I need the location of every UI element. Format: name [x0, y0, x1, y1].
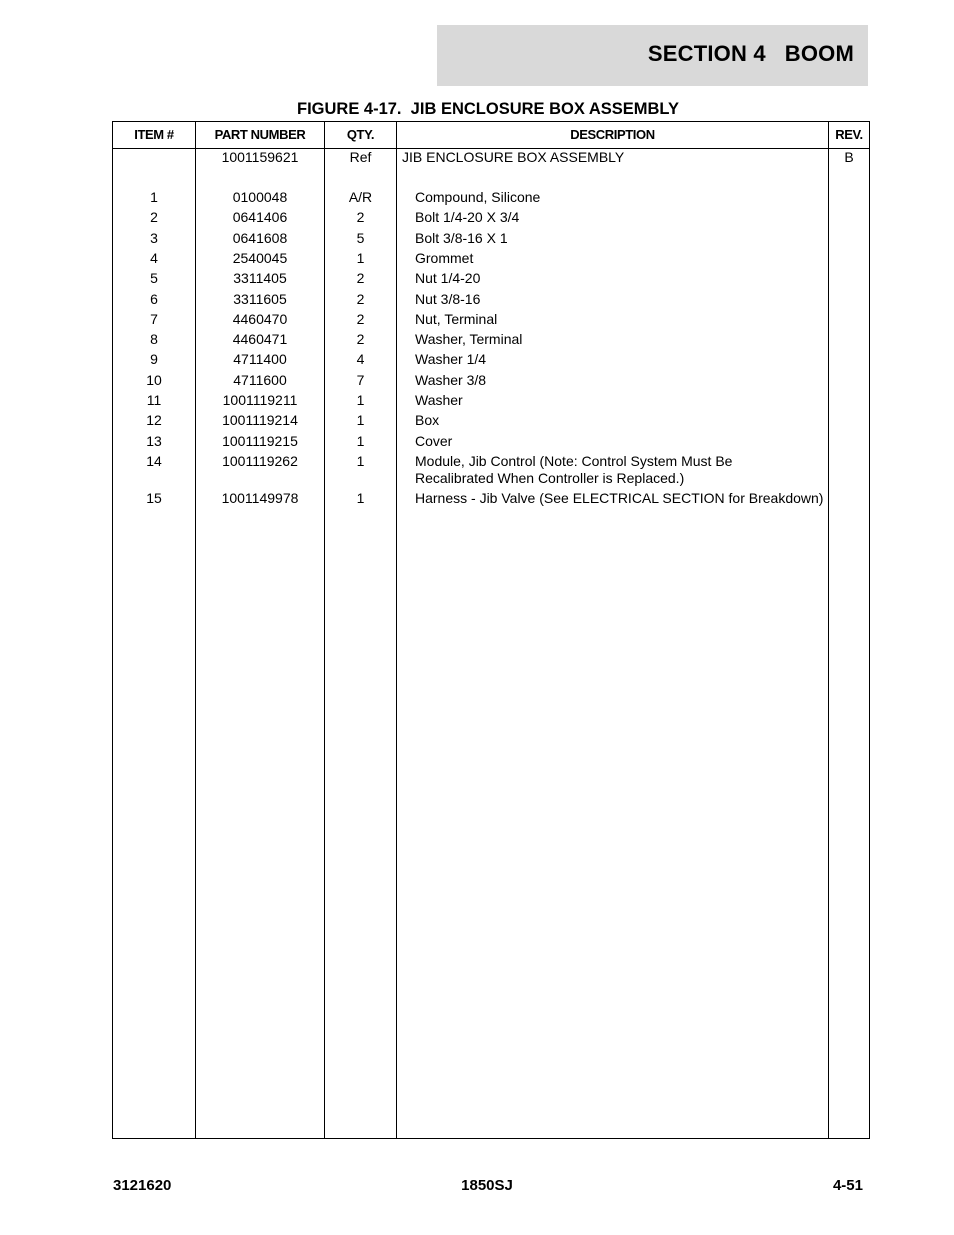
item-number: 11 — [146, 392, 162, 408]
description: Washer — [415, 392, 463, 408]
item-number: 8 — [150, 331, 158, 348]
description: Grommet — [415, 249, 474, 266]
item-number: 12 — [146, 412, 162, 429]
section-header — [437, 25, 868, 86]
description: Washer 1/4 — [415, 351, 487, 368]
part-number: 3311405 — [233, 270, 287, 287]
item-number: 9 — [150, 351, 158, 368]
item-number: 7 — [150, 310, 158, 327]
footer-document-number: 3121620 — [113, 1177, 172, 1194]
figure-title: FIGURE 4-17. JIB ENCLOSURE BOX ASSEMBLY — [296, 100, 680, 118]
quantity: 1 — [356, 392, 365, 408]
quantity: 2 — [356, 310, 365, 327]
item-number: 5 — [150, 270, 158, 287]
description: Box — [415, 412, 440, 429]
item-number: 13 — [146, 432, 162, 449]
quantity: 1 — [356, 249, 365, 266]
column-header-item: ITEM # — [134, 127, 174, 142]
description: Nut, Terminal — [415, 310, 498, 327]
parts-table — [112, 121, 870, 1139]
revision: B — [844, 149, 854, 165]
part-number: 4460470 — [232, 310, 288, 327]
description: Cover — [415, 432, 453, 449]
quantity: 1 — [356, 452, 365, 469]
part-number: 1001159621 — [221, 149, 299, 165]
quantity: Ref — [349, 149, 372, 165]
quantity: 1 — [356, 490, 365, 506]
part-number: 0641608 — [232, 229, 288, 246]
footer-page-number: 4-51 — [832, 1177, 863, 1194]
item-number: 15 — [146, 490, 162, 506]
part-number: 1001119214 — [222, 412, 298, 429]
part-number: 1001119262 — [222, 452, 298, 469]
item-number: 3 — [150, 229, 158, 246]
column-header-part-number: PART NUMBER — [214, 127, 306, 142]
item-number: 10 — [146, 371, 162, 388]
quantity: 1 — [356, 432, 365, 449]
quantity: 4 — [356, 351, 365, 368]
item-number: 14 — [146, 452, 162, 469]
part-number: 1001149978 — [221, 490, 299, 506]
column-header-rev: REV. — [835, 127, 863, 142]
description: Nut 3/8-16 — [415, 290, 481, 307]
part-number: 2540045 — [232, 249, 288, 266]
quantity: 1 — [356, 412, 365, 429]
description-continuation: Recalibrated When Controller is Replaced.) — [415, 469, 685, 486]
part-number: 4711400 — [233, 351, 287, 368]
item-number: 4 — [150, 249, 158, 266]
part-number: 4460471 — [232, 331, 288, 348]
item-number: 6 — [150, 290, 158, 307]
part-number: 1001119211 — [222, 392, 298, 408]
column-header-qty: QTY. — [346, 127, 375, 142]
description: Nut 1/4-20 — [415, 270, 481, 287]
part-number: 3311605 — [233, 290, 287, 307]
part-number: 4711600 — [233, 371, 287, 388]
quantity: 5 — [356, 229, 365, 246]
quantity: A/R — [348, 189, 373, 205]
quantity: 2 — [356, 209, 365, 226]
description: Washer 3/8 — [415, 371, 487, 388]
part-number: 0100048 — [232, 189, 288, 205]
section-title: SECTION 4 BOOM — [647, 41, 854, 66]
quantity: 2 — [356, 290, 365, 307]
quantity: 2 — [356, 331, 365, 348]
description: Module, Jib Control (Note: Control System Must Be — [415, 452, 733, 469]
item-number: 2 — [150, 209, 158, 226]
quantity: 2 — [356, 270, 365, 287]
description: JIB ENCLOSURE BOX ASSEMBLY — [402, 149, 625, 165]
part-number: 0641406 — [232, 209, 288, 226]
description: Washer, Terminal — [415, 331, 523, 348]
description: Bolt 3/8-16 X 1 — [415, 229, 508, 246]
column-header-description: DESCRIPTION — [570, 127, 655, 142]
part-number: 1001119215 — [222, 432, 298, 449]
quantity: 7 — [356, 371, 365, 388]
description: Compound, Silicone — [415, 189, 541, 205]
item-number: 1 — [150, 189, 158, 205]
description: Bolt 1/4-20 X 3/4 — [415, 209, 520, 226]
column-divider — [396, 122, 397, 1138]
description: Harness - Jib Valve (See ELECTRICAL SECTION for Breakdown) — [415, 490, 824, 506]
footer-model: 1850SJ — [461, 1177, 513, 1194]
